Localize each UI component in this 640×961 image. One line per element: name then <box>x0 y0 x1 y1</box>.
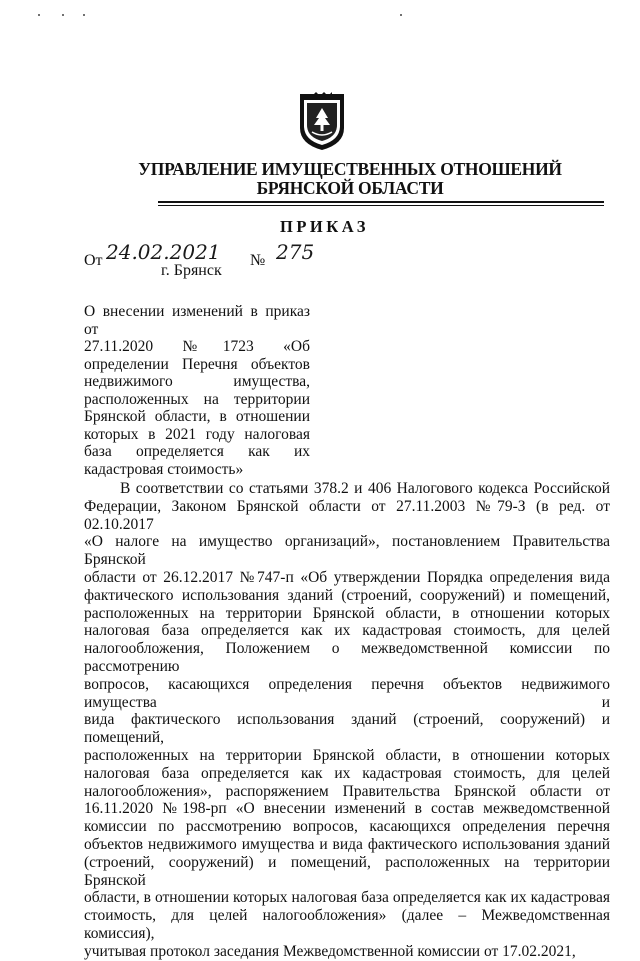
body-line: фактического использования зданий (строений, сооружений) и помещений, <box>84 586 610 604</box>
subject-line: Брянской области, в отношении <box>84 408 310 425</box>
date-handwritten: 24.02.2021 <box>106 240 221 264</box>
body-line: области от 26.12.2017 №747-п «Об утверждении Порядка определения вида <box>84 568 610 586</box>
body-line: (строений, сооружений) и помещений, расположенных на территории Брянской <box>84 853 610 889</box>
subject-line: кадастровая стоимость» <box>84 460 244 478</box>
body-line: налогообложения», распоряжением Правительства Брянской области от <box>84 782 610 800</box>
subject-line: 27.11.2020 №1723 «Об <box>84 338 310 355</box>
body-line: В соответствии со статьями 378.2 и 406 Налогового кодекса Российской <box>120 480 610 497</box>
coat-of-arms-icon <box>298 92 346 152</box>
subject-line: О внесении изменений в приказ от <box>84 303 310 338</box>
body-line: налогообложения, Положением о межведомственной комиссии по рассмотрению <box>84 640 610 675</box>
organization-name-line2: БРЯНСКОЙ ОБЛАСТИ <box>256 178 444 198</box>
subject-line: которых в 2021 году налоговая <box>84 425 310 443</box>
subject-line: расположенных на территории <box>84 390 310 408</box>
header-rule-thick <box>158 201 604 203</box>
document-title: ПРИКАЗ <box>280 217 369 236</box>
body-line: учитывая протокол заседания Межведомственной комиссии от 17.02.2021, <box>84 942 576 960</box>
body-line: «О налоге на имущество организаций», постановлением Правительства Брянской <box>84 533 610 569</box>
header-rule-thin <box>158 205 604 206</box>
body-line: комиссии по рассмотрению вопросов, касающихся определения перечня <box>84 818 610 836</box>
subject-line: база определяется как их <box>84 443 310 460</box>
body-line: 16.11.2020 №198-рп «О внесении изменений в состав межведомственной <box>84 800 610 818</box>
subject-line: определении Перечня объектов <box>84 355 310 373</box>
body-line: Федерации, Законом Брянской области от 27.11.2003 №79-З (в ред. от 02.10.2017 <box>84 497 610 533</box>
body-line: области, в отношении которых налоговая база определяется как их кадастровая <box>84 889 610 907</box>
body-line: объектов недвижимого имущества и вида фактического использования зданий <box>84 835 610 853</box>
scan-speck <box>83 14 85 16</box>
number-prefix: № <box>250 252 266 269</box>
organization-name-line1: УПРАВЛЕНИЕ ИМУЩЕСТВЕННЫХ ОТНОШЕНИЙ <box>138 159 562 179</box>
number-handwritten: 275 <box>276 240 315 264</box>
scan-speck <box>400 14 402 16</box>
body-line: вопросов, касающихся определения перечня объектов недвижимого имущества и <box>84 675 610 711</box>
body-line: расположенных на территории Брянской области, в отношении которых <box>84 604 610 622</box>
order-body <box>84 480 610 961</box>
body-line: расположенных на территории Брянской области, в отношении которых <box>84 746 610 764</box>
date-prefix: От <box>84 252 103 269</box>
city: г. Брянск <box>161 262 222 279</box>
subject-line: недвижимого имущества, <box>84 373 310 390</box>
order-subject <box>84 303 310 478</box>
scan-speck <box>62 14 64 16</box>
body-line: налоговая база определяется как их кадастровая стоимость, для целей <box>84 764 610 782</box>
body-line: вида фактического использования зданий (строений, сооружений) и помещений, <box>84 711 610 747</box>
body-line: стоимость, для целей налогообложения» (далее – Межведомственная комиссия), <box>84 907 610 942</box>
scan-speck <box>38 14 40 16</box>
body-line: налоговая база определяется как их кадастровая стоимость, для целей <box>84 622 610 640</box>
